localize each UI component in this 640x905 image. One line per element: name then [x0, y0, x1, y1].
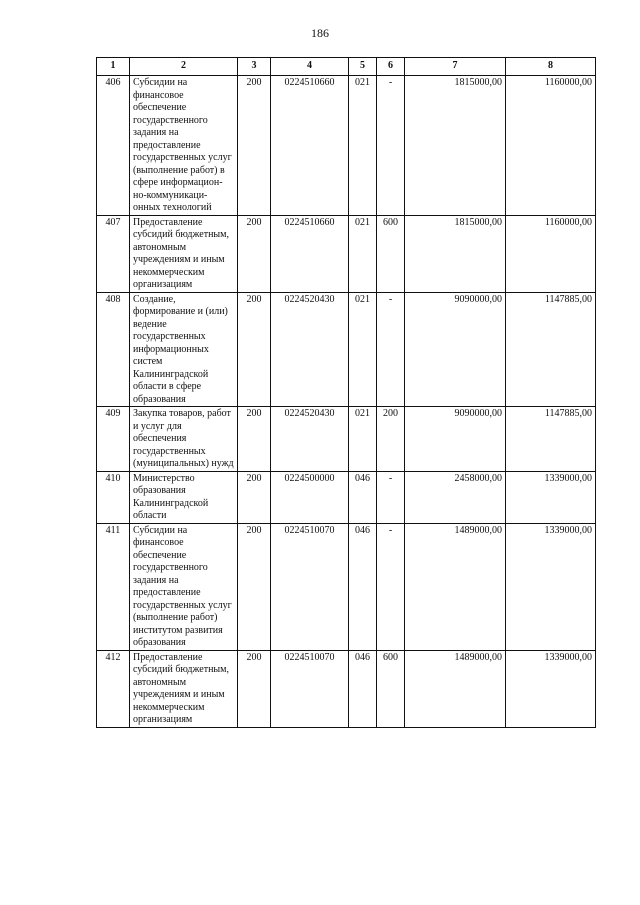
row-code-6: - — [377, 523, 405, 650]
row-code-3: 200 — [238, 76, 271, 216]
row-code-5: 046 — [349, 650, 377, 727]
row-code-5: 021 — [349, 292, 377, 407]
row-code-6: 200 — [377, 407, 405, 472]
row-code-3: 200 — [238, 471, 271, 523]
row-number: 412 — [97, 650, 130, 727]
column-header: 1 — [97, 58, 130, 76]
row-amount-7: 9090000,00 — [405, 292, 506, 407]
row-code-6: - — [377, 471, 405, 523]
table-row — [97, 407, 596, 472]
row-code-5: 021 — [349, 215, 377, 292]
row-amount-8: 1339000,00 — [506, 523, 596, 650]
row-code-4: 0224520430 — [271, 407, 349, 472]
table-row — [97, 292, 596, 407]
row-amount-7: 2458000,00 — [405, 471, 506, 523]
row-amount-8: 1147885,00 — [506, 292, 596, 407]
row-name: Предоставление субсидий бюджетным, автономным учреждениям и иным некоммерческим организациям — [130, 215, 238, 292]
row-name: Министерство образования Калининградской области — [130, 471, 238, 523]
table-row — [97, 650, 596, 727]
row-code-3: 200 — [238, 215, 271, 292]
row-amount-7: 1815000,00 — [405, 76, 506, 216]
column-header: 2 — [130, 58, 238, 76]
row-code-4: 0224510070 — [271, 650, 349, 727]
row-name: Субсидии на финансовое обеспечение государственного задания на предоставление государственных услуг (выполнение работ) институтом развития образования — [130, 523, 238, 650]
column-header: 5 — [349, 58, 377, 76]
column-header: 7 — [405, 58, 506, 76]
row-amount-7: 1489000,00 — [405, 523, 506, 650]
row-code-3: 200 — [238, 650, 271, 727]
row-amount-7: 9090000,00 — [405, 407, 506, 472]
row-amount-8: 1339000,00 — [506, 471, 596, 523]
row-code-3: 200 — [238, 407, 271, 472]
row-amount-8: 1160000,00 — [506, 76, 596, 216]
row-code-6: 600 — [377, 215, 405, 292]
row-code-4: 0224510660 — [271, 215, 349, 292]
row-code-5: 046 — [349, 523, 377, 650]
column-header: 8 — [506, 58, 596, 76]
row-name: Создание, формирование и (или) ведение государственных информационных систем Калининградской области в сфере образования — [130, 292, 238, 407]
row-amount-8: 1147885,00 — [506, 407, 596, 472]
row-code-5: 021 — [349, 407, 377, 472]
page-number: 186 — [311, 26, 329, 40]
row-number: 409 — [97, 407, 130, 472]
column-header: 3 — [238, 58, 271, 76]
row-number: 406 — [97, 76, 130, 216]
row-code-5: 021 — [349, 76, 377, 216]
row-code-3: 200 — [238, 523, 271, 650]
row-number: 408 — [97, 292, 130, 407]
row-code-5: 046 — [349, 471, 377, 523]
row-code-6: - — [377, 292, 405, 407]
table-row — [97, 523, 596, 650]
row-amount-7: 1815000,00 — [405, 215, 506, 292]
column-header: 6 — [377, 58, 405, 76]
row-name: Закупка товаров, работ и услуг для обеспечения государственных (муниципальных) нужд — [130, 407, 238, 472]
table-row — [97, 76, 596, 216]
row-code-4: 0224510070 — [271, 523, 349, 650]
column-header: 4 — [271, 58, 349, 76]
row-amount-8: 1339000,00 — [506, 650, 596, 727]
table-row — [97, 471, 596, 523]
row-number: 411 — [97, 523, 130, 650]
table-header-row — [97, 58, 596, 76]
row-number: 407 — [97, 215, 130, 292]
row-code-6: - — [377, 76, 405, 216]
row-code-6: 600 — [377, 650, 405, 727]
row-number: 410 — [97, 471, 130, 523]
table-row — [97, 215, 596, 292]
budget-table — [96, 57, 596, 728]
row-name: Предоставление субсидий бюджетным, автономным учреждениям и иным некоммерческим организациям — [130, 650, 238, 727]
row-code-4: 0224500000 — [271, 471, 349, 523]
row-code-3: 200 — [238, 292, 271, 407]
row-code-4: 0224510660 — [271, 76, 349, 216]
row-amount-8: 1160000,00 — [506, 215, 596, 292]
row-amount-7: 1489000,00 — [405, 650, 506, 727]
row-name: Субсидии на финансовое обеспечение государственного задания на предоставление государственных услуг (выполнение работ) в сфере информацион-но-коммуникаци-онных технологий — [130, 76, 238, 216]
row-code-4: 0224520430 — [271, 292, 349, 407]
